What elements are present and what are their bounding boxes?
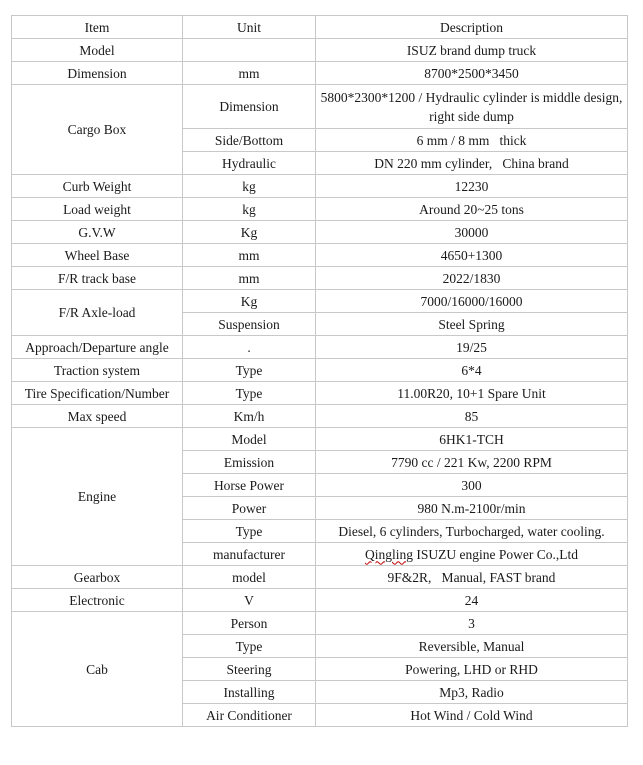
- description-cell: 9F&2R, Manual, FAST brand: [316, 566, 628, 589]
- description-cell: 6 mm / 8 mm thick: [316, 129, 628, 152]
- description-cell: 19/25: [316, 336, 628, 359]
- unit-cell: Type: [183, 382, 316, 405]
- unit-cell: Power: [183, 497, 316, 520]
- description-cell: 2022/1830: [316, 267, 628, 290]
- unit-cell: mm: [183, 244, 316, 267]
- description-cell: 7000/16000/16000: [316, 290, 628, 313]
- item-cell: Load weight: [12, 198, 183, 221]
- description-cell: 12230: [316, 175, 628, 198]
- table-row: [12, 221, 628, 244]
- unit-cell: Km/h: [183, 405, 316, 428]
- description-cell: Reversible, Manual: [316, 635, 628, 658]
- manufacturer-rest: ISUZU engine Power Co.,Ltd: [413, 546, 578, 562]
- description-cell: 24: [316, 589, 628, 612]
- unit-cell: mm: [183, 267, 316, 290]
- description-cell: DN 220 mm cylinder, China brand: [316, 152, 628, 175]
- item-cell: Cab: [12, 612, 183, 727]
- description-cell: Diesel, 6 cylinders, Turbocharged, water cooling.: [316, 520, 628, 543]
- item-cell: Curb Weight: [12, 175, 183, 198]
- description-cell: 6HK1-TCH: [316, 428, 628, 451]
- description-cell: 11.00R20, 10+1 Spare Unit: [316, 382, 628, 405]
- item-cell: G.V.W: [12, 221, 183, 244]
- table-row: [12, 405, 628, 428]
- description-cell: 8700*2500*3450: [316, 62, 628, 85]
- item-cell: F/R Axle-load: [12, 290, 183, 336]
- description-cell: [316, 543, 628, 566]
- table-row: [12, 62, 628, 85]
- unit-cell: Side/Bottom: [183, 129, 316, 152]
- spec-table: [11, 15, 628, 727]
- table-row: [12, 612, 628, 635]
- table-row: [12, 428, 628, 451]
- table-row: [12, 290, 628, 313]
- unit-cell: Kg: [183, 290, 316, 313]
- table-row: [12, 359, 628, 382]
- description-cell: Powering, LHD or RHD: [316, 658, 628, 681]
- description-cell: ISUZ brand dump truck: [316, 39, 628, 62]
- unit-cell: .: [183, 336, 316, 359]
- unit-cell: Hydraulic: [183, 152, 316, 175]
- unit-cell: Air Conditioner: [183, 704, 316, 727]
- unit-cell: Dimension: [183, 85, 316, 129]
- description-cell: 3: [316, 612, 628, 635]
- item-cell: Wheel Base: [12, 244, 183, 267]
- item-cell: Model: [12, 39, 183, 62]
- unit-cell: Kg: [183, 221, 316, 244]
- unit-cell: manufacturer: [183, 543, 316, 566]
- header-description: Description: [316, 16, 628, 39]
- item-cell: Dimension: [12, 62, 183, 85]
- description-cell: Hot Wind / Cold Wind: [316, 704, 628, 727]
- unit-cell: Steering: [183, 658, 316, 681]
- description-cell: Mp3, Radio: [316, 681, 628, 704]
- table-row: [12, 382, 628, 405]
- description-cell: 4650+1300: [316, 244, 628, 267]
- item-cell: Gearbox: [12, 566, 183, 589]
- item-cell: Traction system: [12, 359, 183, 382]
- table-header-row: [12, 16, 628, 39]
- unit-cell: Person: [183, 612, 316, 635]
- table-row: [12, 244, 628, 267]
- unit-cell: mm: [183, 62, 316, 85]
- unit-cell: Emission: [183, 451, 316, 474]
- table-row: [12, 175, 628, 198]
- description-cell: 6*4: [316, 359, 628, 382]
- description-cell: 5800*2300*1200 / Hydraulic cylinder is middle design, right side dump: [316, 85, 628, 129]
- item-cell: Max speed: [12, 405, 183, 428]
- description-cell: 30000: [316, 221, 628, 244]
- description-cell: 300: [316, 474, 628, 497]
- table-row: [12, 85, 628, 129]
- description-cell: 7790 cc / 221 Kw, 2200 RPM: [316, 451, 628, 474]
- unit-cell: V: [183, 589, 316, 612]
- spellcheck-flagged-word: Qingling: [365, 546, 414, 562]
- description-cell: Steel Spring: [316, 313, 628, 336]
- item-cell: F/R track base: [12, 267, 183, 290]
- header-item: Item: [12, 16, 183, 39]
- unit-cell: Model: [183, 428, 316, 451]
- table-row: [12, 198, 628, 221]
- unit-cell: [183, 39, 316, 62]
- table-row: [12, 566, 628, 589]
- table-row: [12, 589, 628, 612]
- unit-cell: Type: [183, 520, 316, 543]
- description-cell: 85: [316, 405, 628, 428]
- item-cell: Engine: [12, 428, 183, 566]
- item-cell: Tire Specification/Number: [12, 382, 183, 405]
- description-cell: Around 20~25 tons: [316, 198, 628, 221]
- unit-cell: Installing: [183, 681, 316, 704]
- item-cell: Electronic: [12, 589, 183, 612]
- unit-cell: Type: [183, 635, 316, 658]
- table-row: [12, 267, 628, 290]
- unit-cell: kg: [183, 198, 316, 221]
- unit-cell: kg: [183, 175, 316, 198]
- unit-cell: model: [183, 566, 316, 589]
- unit-cell: Suspension: [183, 313, 316, 336]
- unit-cell: Horse Power: [183, 474, 316, 497]
- header-unit: Unit: [183, 16, 316, 39]
- unit-cell: Type: [183, 359, 316, 382]
- table-row: [12, 39, 628, 62]
- description-cell: 980 N.m-2100r/min: [316, 497, 628, 520]
- item-cell: Cargo Box: [12, 85, 183, 175]
- item-cell: Approach/Departure angle: [12, 336, 183, 359]
- table-row: [12, 336, 628, 359]
